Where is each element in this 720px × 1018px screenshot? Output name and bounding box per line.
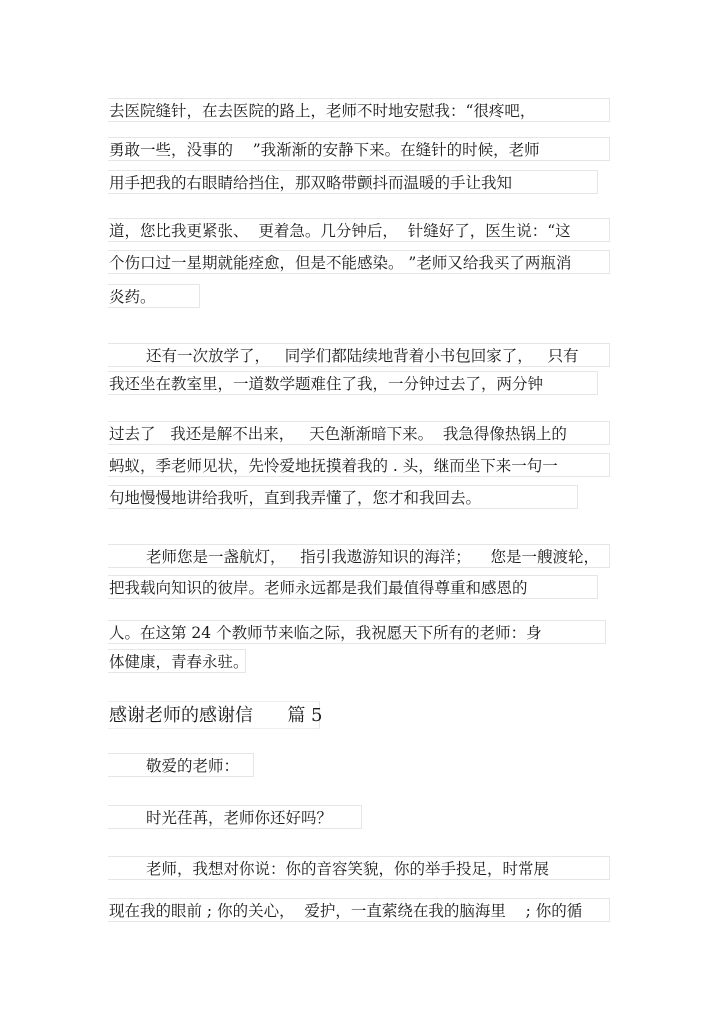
text-line-11: 句地慢慢地讲给我听，直到我弄懂了，您才和我回去。 (108, 485, 578, 509)
text-line-12: 老师您是一盏航灯， 指引我遨游知识的海洋； 您是一艘渡轮， (108, 544, 610, 568)
text-line-2: 勇敢一些，没事的 ”我渐渐的安静下来。在缝针的时候，老师 (108, 137, 610, 161)
text-line-13: 把我载向知识的彼岸。老师永远都是我们最值得尊重和感恩的 (108, 575, 598, 599)
text-line-19: 现在我的眼前 ; 你的关心， 爱护，一直萦绕在我的脑海里 ; 你的循 (108, 898, 610, 922)
text-line-3: 用手把我的右眼睛给挡住，那双略带颤抖而温暖的手让我知 (108, 170, 598, 194)
text-line-7: 还有一次放学了， 同学们都陆续地背着小书包回家了， 只有 (108, 343, 610, 367)
text-line-6: 炎药。 (108, 284, 200, 308)
salutation: 敬爱的老师： (108, 753, 254, 777)
text-line-17: 时光荏苒，老师你还好吗？ (108, 805, 362, 829)
section-heading: 感谢老师的感谢信 篇 5 (108, 701, 320, 729)
text-line-5: 个伤口过一星期就能痊愈，但是不能感染。 ”老师又给我买了两瓶消 (108, 250, 610, 274)
text-line-10: 蚂蚁，季老师见状，先怜爱地抚摸着我的 . 头，继而坐下来一句一 (108, 453, 610, 477)
text-line-15: 体健康，青春永驻。 (108, 649, 246, 673)
text-line-18: 老师，我想对你说：你的音容笑貌，你的举手投足，时常展 (108, 856, 610, 880)
text-line-1: 去医院缝针，在去医院的路上，老师不时地安慰我：“很疼吧， (108, 98, 610, 122)
text-line-9: 过去了 我还是解不出来， 天色渐渐暗下来。 我急得像热锅上的 (108, 421, 610, 445)
text-line-8: 我还坐在教室里，一道数学题难住了我，一分钟过去了，两分钟 (108, 371, 598, 395)
text-line-4: 道，您比我更紧张、 更着急。几分钟后， 针缝好了，医生说：“这 (108, 218, 610, 242)
text-line-14: 人。在这第 24 个教师节来临之际，我祝愿天下所有的老师：身 (108, 620, 606, 644)
